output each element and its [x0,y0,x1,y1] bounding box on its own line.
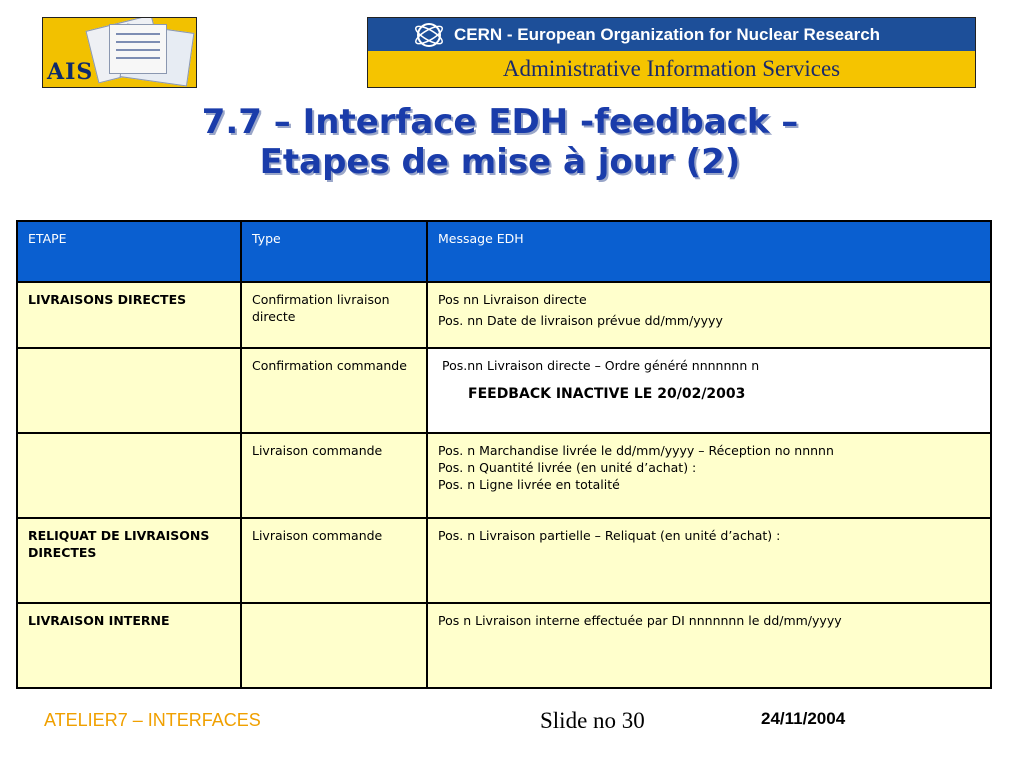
table-row [17,518,991,603]
cell-message [427,518,991,603]
header-message: Message EDH [427,221,991,282]
table-header-row [17,221,991,282]
footer-date: 24/11/2004 [761,709,846,728]
table-row [17,348,991,433]
cell-type: Livraison commande [241,433,427,518]
cell-message [427,348,991,433]
footer-section-label: ATELIER7 – INTERFACES [44,710,261,730]
logo-text: AIS [47,59,94,85]
cell-type: Confirmation livraison directe [241,282,427,348]
cell-message [427,433,991,518]
cell-type: Livraison commande [241,518,427,603]
page-title [0,102,1000,182]
document-icon [109,24,167,74]
cell-message [427,603,991,688]
cern-emblem-icon [412,22,446,48]
message-line: Pos. n Marchandise livrée le dd/mm/yyyy – Réception no nnnnn [438,443,834,458]
ais-logo [42,17,197,88]
banner-top-text: CERN - European Organization for Nuclear Research [454,24,881,44]
cell-etape [17,348,241,433]
cell-etape: LIVRAISONS DIRECTES [17,282,241,348]
cell-type [241,603,427,688]
feedback-inactive-note: FEEDBACK INACTIVE LE 20/02/2003 [468,386,746,402]
header-etape: ETAPE [17,221,241,282]
slide-number: Slide no 30 [540,708,645,733]
cell-etape [17,433,241,518]
message-line: Pos. n Quantité livrée (en unité d’achat) : [438,460,697,475]
message-line: Pos. n Ligne livrée en totalité [438,477,620,492]
message-line: Pos. n Livraison partielle – Reliquat (en unité d’achat) : [438,528,781,543]
message-line: Pos n Livraison interne effectuée par DI nnnnnnn le dd/mm/yyyy [438,613,842,628]
cell-etape: LIVRAISON INTERNE [17,603,241,688]
table-row [17,282,991,348]
header-type: Type [241,221,427,282]
cern-banner [367,17,976,88]
table-row [17,433,991,518]
cell-type: Confirmation commande [241,348,427,433]
table-row [17,603,991,688]
message-line: Pos.nn Livraison directe – Ordre généré nnnnnnn n [438,358,760,373]
title-line-2: Etapes de mise à jour (2) [259,142,741,182]
title-line-1: 7.7 – Interface EDH -feedback – [201,102,799,142]
cell-message [427,282,991,348]
message-line: Pos nn Livraison directe [438,292,587,307]
banner-bottom-text: Administrative Information Services [368,51,975,87]
edh-feedback-table [16,220,992,689]
cell-etape: RELIQUAT DE LIVRAISONS DIRECTES [17,518,241,603]
message-line: Pos. nn Date de livraison prévue dd/mm/yyyy [438,313,723,328]
